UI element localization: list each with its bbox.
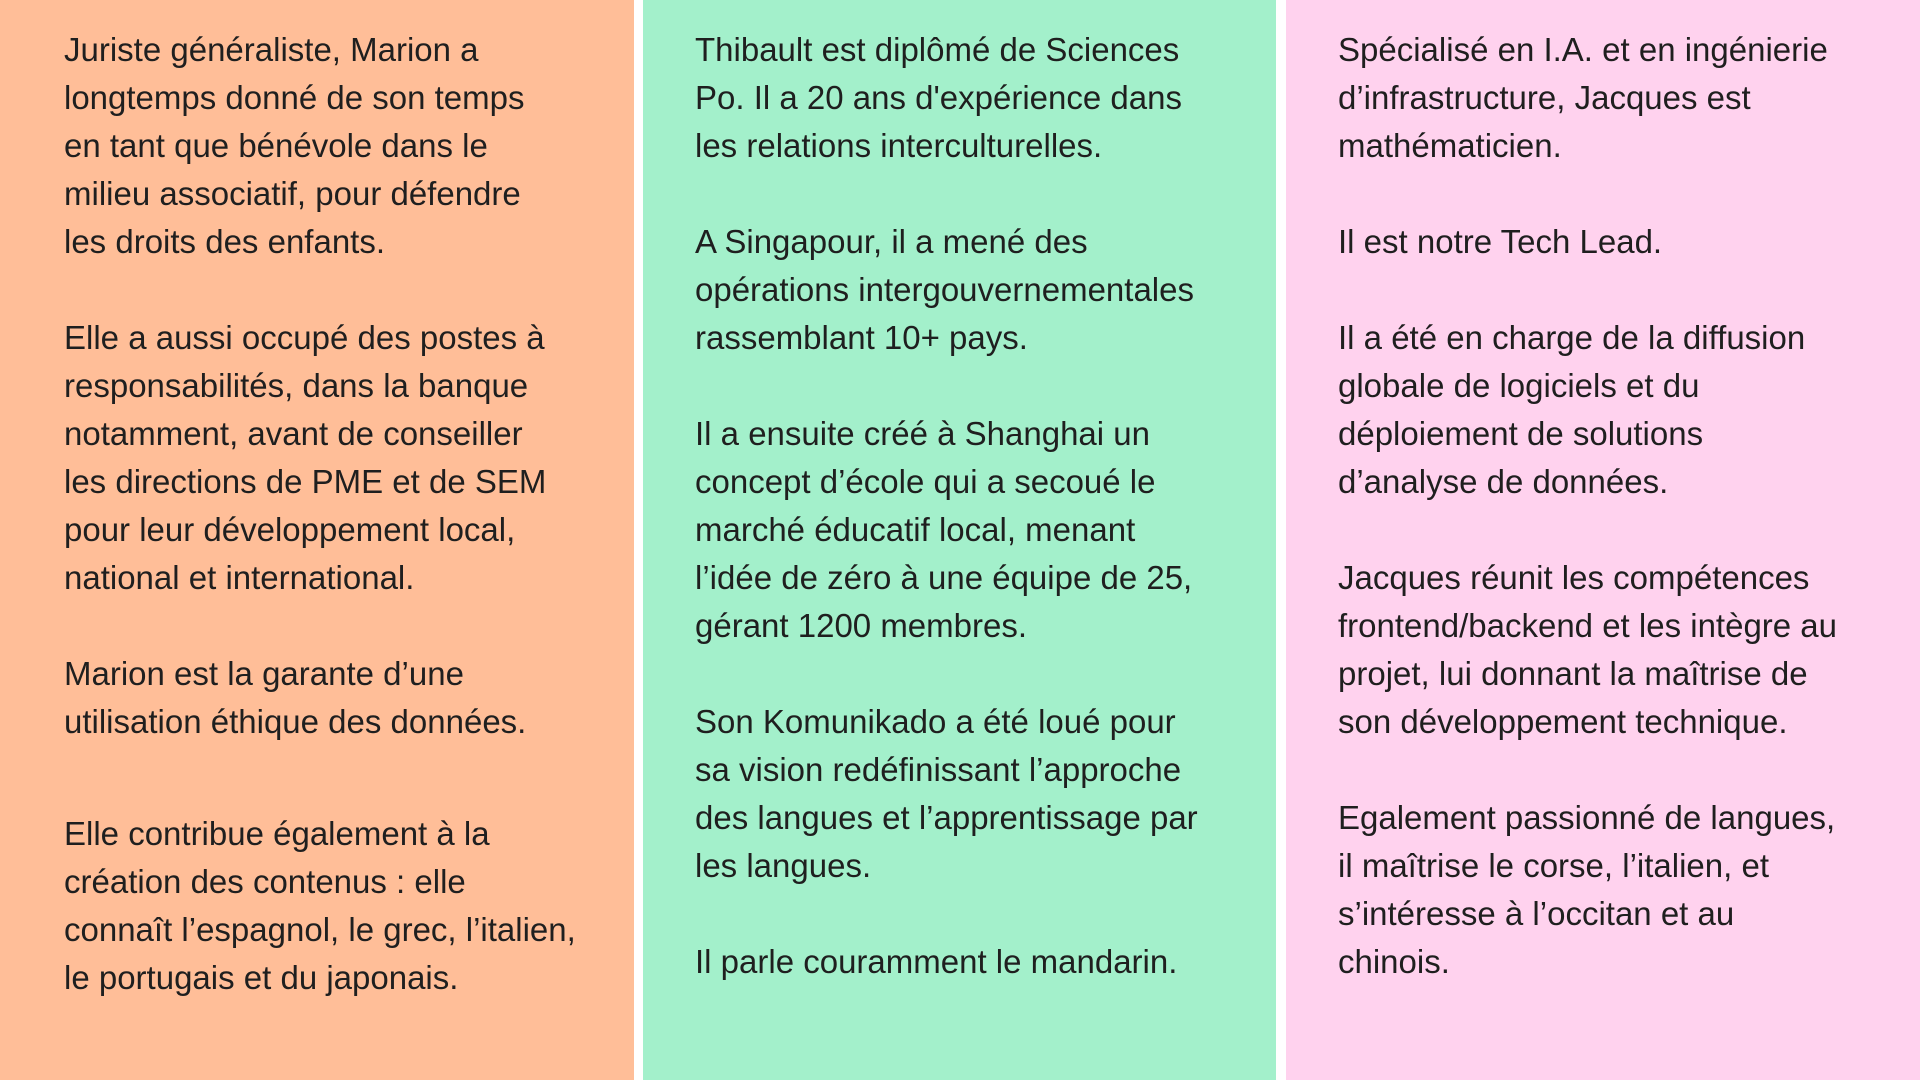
jacques-paragraph-3: Il a été en charge de la diffusion globale de logiciels et du déploiement de solutions d’analyse de données. — [1338, 319, 1806, 500]
marion-paragraph-1: Juriste généraliste, Marion a longtemps donné de son temps en tant que bénévole dans le milieu associatif, pour défendre les droits des enfants. — [64, 31, 525, 260]
column-thibault — [643, 0, 1276, 1080]
column-jacques — [1286, 0, 1920, 1080]
thibault-paragraph-1: Thibault est diplômé de Sciences Po. Il a 20 ans d'expérience dans les relations interculturelles. — [695, 31, 1182, 164]
thibault-paragraph-4: Son Komunikado a été loué pour sa vision redéfinissant l’approche des langues et l’apprentissage par les langues. — [695, 703, 1198, 884]
thibault-paragraph-5: Il parle couramment le mandarin. — [695, 943, 1178, 980]
thibault-paragraph-2: A Singapour, il a mené des opérations intergouvernementales rassemblant 10+ pays. — [695, 223, 1194, 356]
column-marion — [0, 0, 634, 1080]
marion-paragraph-3: Marion est la garante d’une utilisation éthique des données. — [64, 655, 527, 740]
jacques-paragraph-2: Il est notre Tech Lead. — [1338, 223, 1663, 260]
thibault-paragraph-3: Il a ensuite créé à Shanghai un concept d’école qui a secoué le marché éducatif local, menant l’idée de zéro à une équipe de 25, gérant 1200 membres. — [695, 415, 1193, 644]
jacques-paragraph-5: Egalement passionné de langues, il maîtrise le corse, l’italien, et s’intéresse à l’occitan et au chinois. — [1338, 799, 1836, 980]
marion-paragraph-2: Elle a aussi occupé des postes à responsabilités, dans la banque notamment, avant de conseiller les directions de PME et de SEM pour leur développement local, national et international. — [64, 319, 547, 596]
jacques-paragraph-1: Spécialisé en I.A. et en ingénierie d’infrastructure, Jacques est mathématicien. — [1338, 31, 1828, 164]
jacques-paragraph-4: Jacques réunit les compétences frontend/backend et les intègre au projet, lui donnant la maîtrise de son développement technique. — [1338, 559, 1838, 740]
marion-paragraph-4: Elle contribue également à la création des contenus : elle connaît l’espagnol, le grec, l’italien, le portugais et du japonais. — [64, 815, 576, 996]
